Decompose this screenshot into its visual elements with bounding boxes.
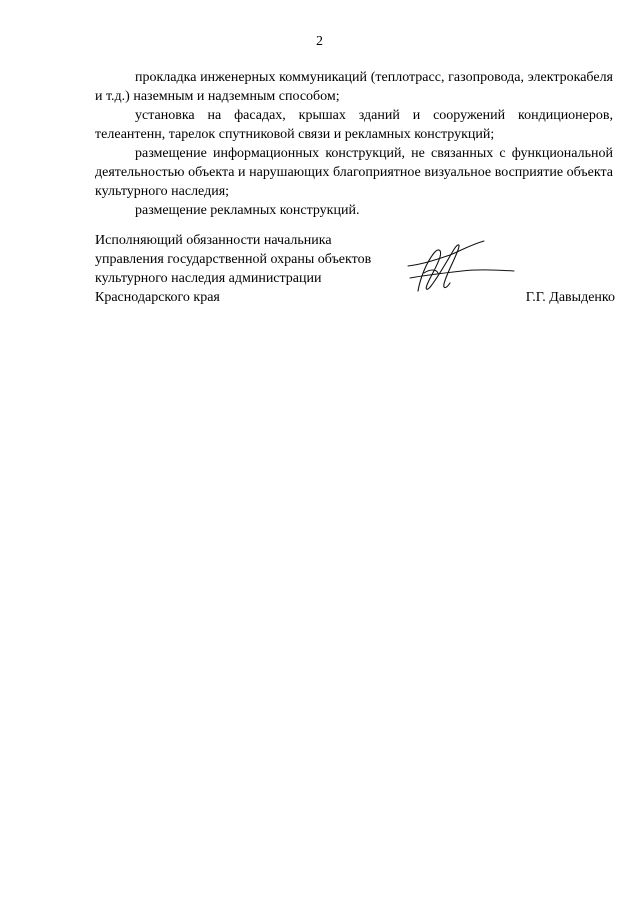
position-line: культурного наследия администрации	[95, 271, 322, 286]
requirements-list	[95, 68, 613, 220]
list-item: размещение информационных конструкций, не связанных с функциональной деятельностью объекта и нарушающих благоприятное визуальное восприятие объекта культурного наследия;	[95, 146, 613, 199]
position-line: управления государственной охраны объектов	[95, 252, 372, 267]
handwritten-signature	[400, 233, 520, 301]
page-number: 2	[316, 34, 323, 49]
list-item: установка на фасадах, крышах зданий и сооружений кондиционеров, телеантенн, тарелок спутниковой связи и рекламных конструкций;	[95, 108, 613, 142]
position-line: Краснодарского края	[95, 290, 220, 305]
list-item: прокладка инженерных коммуникаций (теплотрасс, газопровода, электрокабеля и т.д.) наземным и надземным способом;	[95, 70, 613, 104]
signer-name: Г.Г. Давыденко	[525, 290, 615, 305]
position-line: Исполняющий обязанности начальника	[95, 233, 332, 248]
signature-block	[95, 231, 615, 305]
list-item: размещение рекламных конструкций.	[135, 203, 360, 218]
signatory-position	[95, 231, 425, 307]
